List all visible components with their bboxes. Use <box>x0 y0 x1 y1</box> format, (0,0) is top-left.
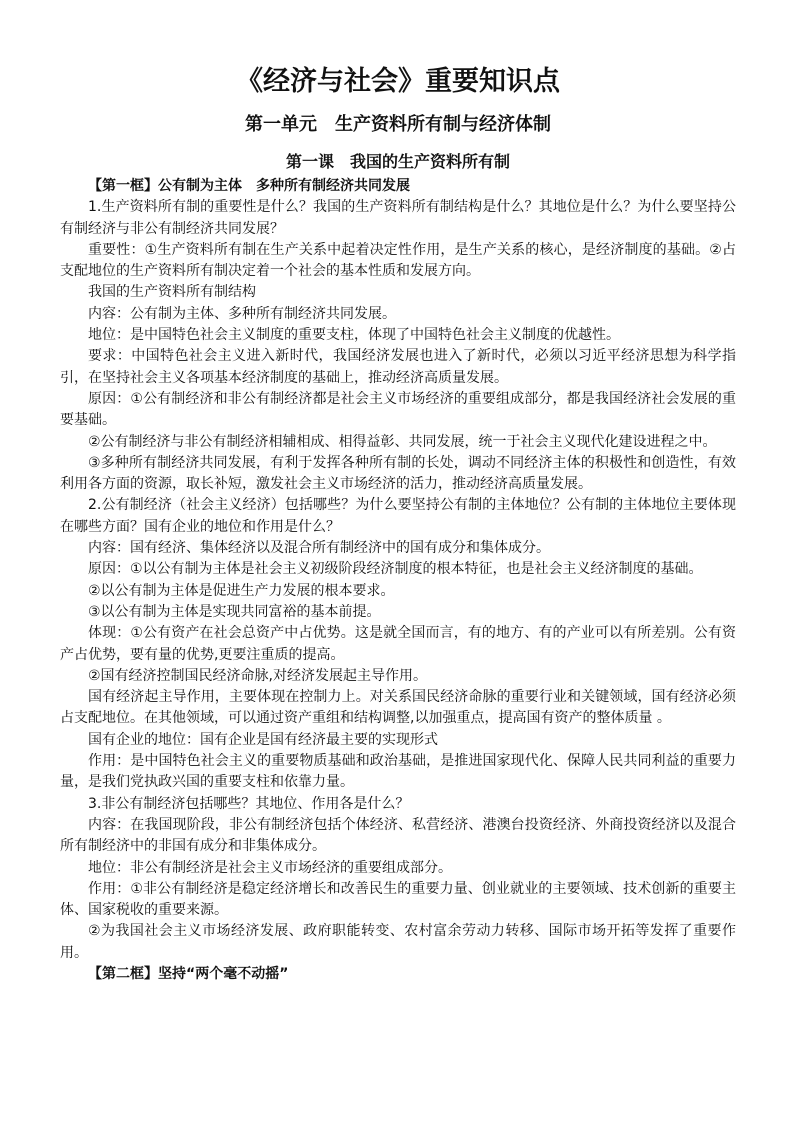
body-paragraph: ②以公有制为主体是促进生产力发展的根本要求。 <box>88 582 395 599</box>
body-paragraph: 地位：非公有制经济是社会主义市场经济的重要组成部分。 <box>88 859 452 876</box>
body-paragraph: 国有经济起主导作用，主要体现在控制力上。对关系国民经济命脉的重要行业和关键领域，国有经济必须占支配地位。在其他领域，可以通过资产重组和结构调整,以加强重点，提高国有资产的整体质量 。 <box>60 689 736 727</box>
lesson-heading: 第一课 我国的生产资料所有制 <box>285 152 510 171</box>
page-title: 《经济与社会》重要知识点 <box>236 66 560 97</box>
body-paragraph: ②国有经济控制国民经济命脉,对经济发展起主导作用。 <box>88 667 427 684</box>
body-paragraph: 要求：中国特色社会主义进入新时代，我国经济发展也进入了新时代，必须以习近平经济思想为科学指引，在坚持社会主义各项基本经济制度的基础上，推动经济高质量发展。 <box>60 348 736 386</box>
body-paragraph: 地位：是中国特色社会主义制度的重要支柱，体现了中国特色社会主义制度的优越性。 <box>88 327 620 344</box>
body-paragraph: 原因：①公有制经济和非公有制经济都是社会主义市场经济的重要组成部分，都是我国经济社会发展的重要基础。 <box>60 390 736 429</box>
body-paragraph: ②为我国社会主义市场经济发展、政府职能转变、农村富余劳动力转移、国际市场开拓等发挥了重要作用。 <box>60 923 736 961</box>
body-paragraph: ③多种所有制经济共同发展，有利于发挥各种所有制的长处，调动不同经济主体的积极性和创造性，有效利用各方面的资源，取长补短，激发社会主义市场经济的活力，推动经济高质量发展。 <box>60 454 736 493</box>
document-page <box>60 62 736 985</box>
body-paragraph: 我国的生产资料所有制结构 <box>88 284 256 301</box>
body-paragraph: 内容：公有制为主体、多种所有制经济共同发展。 <box>88 305 396 322</box>
unit-heading: 第一单元 生产资料所有制与经济体制 <box>245 114 551 135</box>
question-paragraph: 1.生产资料所有制的重要性是什么？我国的生产资料所有制结构是什么？其地位是什么？为什么要坚持公有制经济与非公有制经济共同发展？ <box>60 199 736 237</box>
body-paragraph: 作用：①非公有制经济是稳定经济增长和改善民生的重要力量、创业就业的主要领域、技术创新的重要主体、国家税收的重要来源。 <box>60 880 736 919</box>
body-paragraph: 原因：①以公有制为主体是社会主义初级阶段经济制度的根本特征，也是社会主义经济制度的基础。 <box>88 561 703 578</box>
body-paragraph: 体现：①公有资产在社会总资产中占优势。这是就全国而言，有的地方、有的产业可以有所差别。公有资产占优势，要有量的优势,更要注重质的提高。 <box>60 625 736 663</box>
body-paragraph: 内容：国有经济、集体经济以及混合所有制经济中的国有成分和集体成分。 <box>88 540 550 557</box>
body-paragraph: 国有企业的地位：国有企业是国有经济最主要的实现形式 <box>88 731 438 748</box>
body-paragraph: 内容：在我国现阶段，非公有制经济包括个体经济、私营经济、港澳台投资经济、外商投资经济以及混合所有制经济中的非国有成分和非集体成分。 <box>60 816 736 855</box>
body-paragraph: 作用：是中国特色社会主义的重要物质基础和政治基础，是推进国家现代化、保障人民共同利益的重要力量，是我们党执政兴国的重要支柱和依靠力量。 <box>60 753 736 791</box>
body-paragraph: ③以公有制为主体是实现共同富裕的基本前提。 <box>88 603 381 620</box>
body-paragraph: ②公有制经济与非公有制经济相辅相成、相得益彰、共同发展，统一于社会主义现代化建设进程之中。 <box>88 433 717 450</box>
frame-heading: 【第一框】公有制为主体 多种所有制经济共同发展 <box>88 178 410 194</box>
question-paragraph: 3.非公有制经济包括哪些？其地位、作用各是什么？ <box>88 795 410 812</box>
frame-heading: 【第二框】坚持“两个毫不动摇” <box>88 965 289 982</box>
body-paragraph: 重要性：①生产资料所有制在生产关系中起着决定性作用，是生产关系的核心，是经济制度的基础。②占支配地位的生产资料所有制决定着一个社会的基本性质和发展方向。 <box>60 241 736 280</box>
question-paragraph: 2.公有制经济（社会主义经济）包括哪些？为什么要坚持公有制的主体地位？公有制的主体地位主要体现在哪些方面？国有企业的地位和作用是什么？ <box>60 497 736 535</box>
